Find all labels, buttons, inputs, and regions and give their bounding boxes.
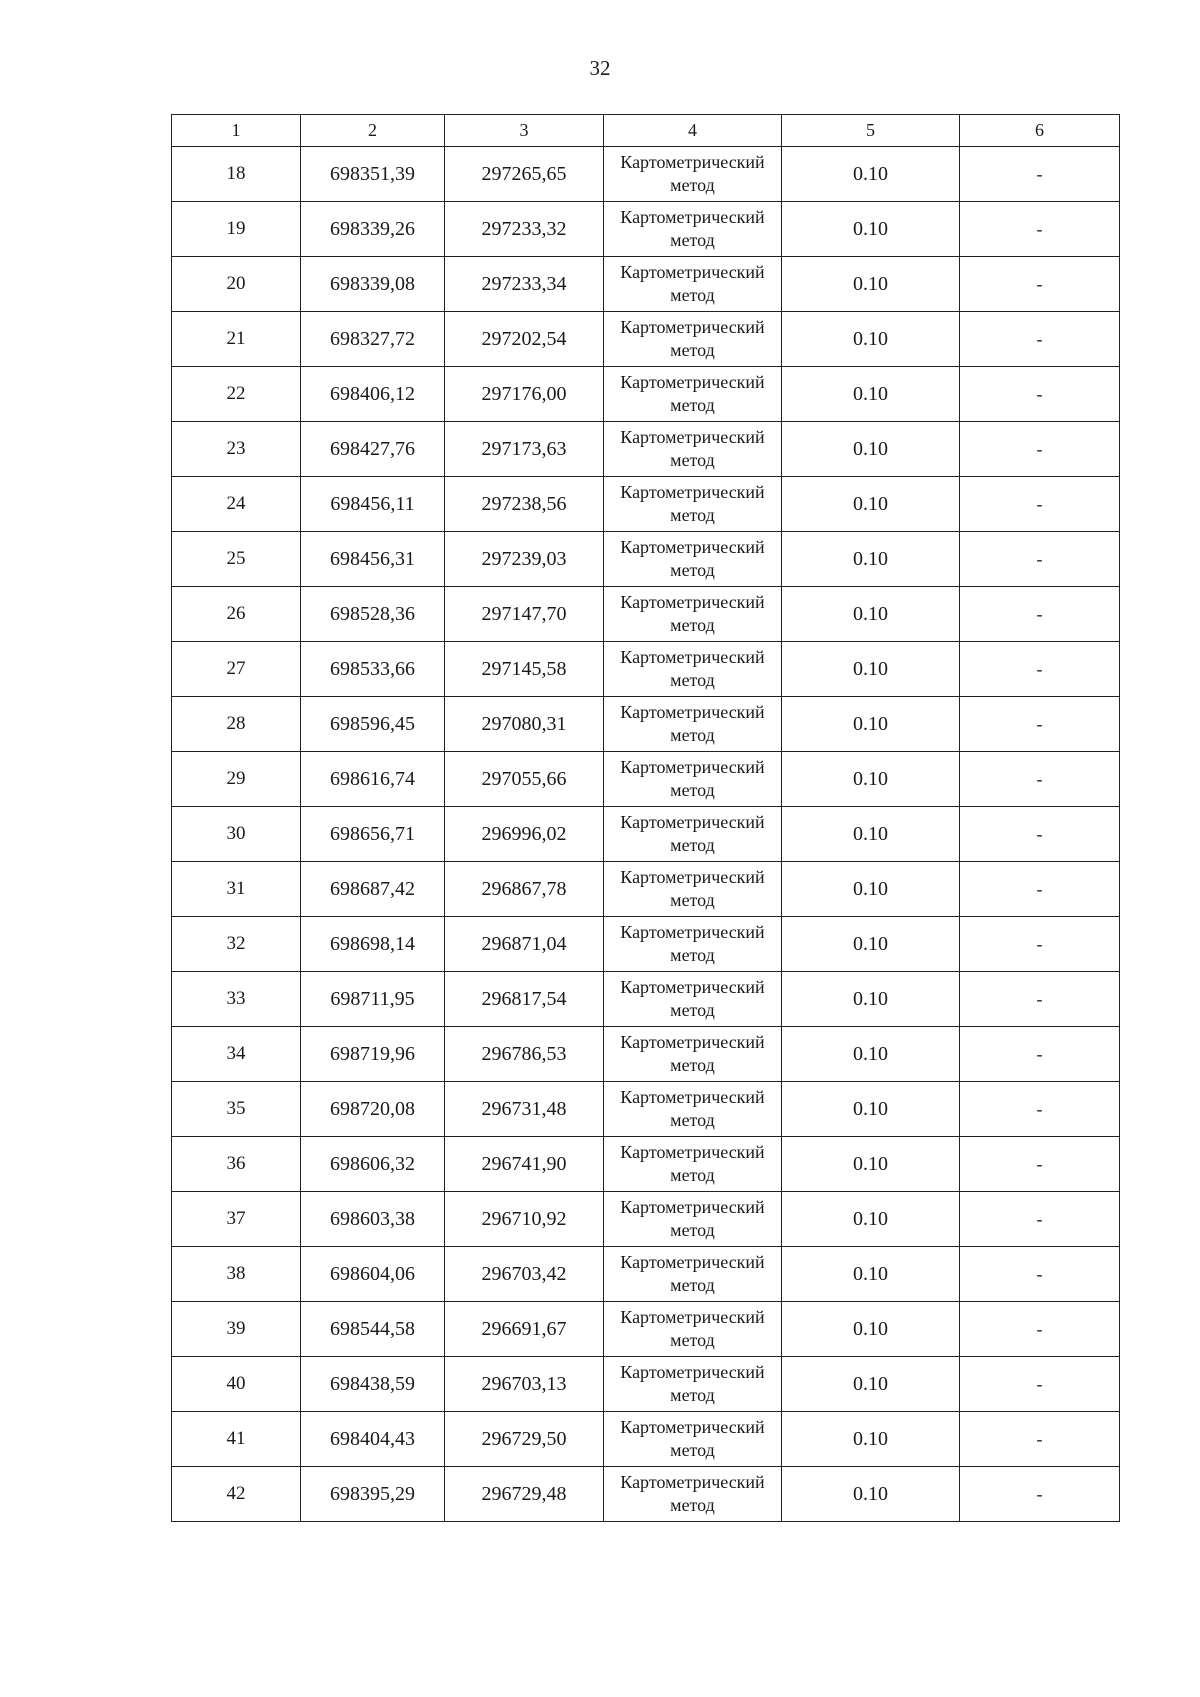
point-number-cell: 32	[172, 917, 301, 972]
y-coordinate-cell: 296703,42	[445, 1247, 604, 1302]
y-coordinate-cell: 297147,70	[445, 587, 604, 642]
x-coordinate-cell: 698427,76	[301, 422, 445, 477]
y-coordinate-cell: 297239,03	[445, 532, 604, 587]
table-row	[172, 1192, 1120, 1247]
accuracy-cell: 0.10	[782, 917, 960, 972]
x-coordinate-cell: 698339,08	[301, 257, 445, 312]
accuracy-cell: 0.10	[782, 862, 960, 917]
method-cell: Картометрический метод	[604, 422, 782, 477]
x-coordinate-cell: 698404,43	[301, 1412, 445, 1467]
method-cell: Картометрический метод	[604, 752, 782, 807]
point-number-cell: 22	[172, 367, 301, 422]
y-coordinate-cell: 297080,31	[445, 697, 604, 752]
y-coordinate-cell: 296996,02	[445, 807, 604, 862]
y-coordinate-cell: 296729,48	[445, 1467, 604, 1522]
point-number-cell: 20	[172, 257, 301, 312]
point-number-cell: 40	[172, 1357, 301, 1412]
note-cell: -	[960, 312, 1120, 367]
table-row	[172, 1027, 1120, 1082]
accuracy-cell: 0.10	[782, 202, 960, 257]
x-coordinate-cell: 698596,45	[301, 697, 445, 752]
point-number-cell: 29	[172, 752, 301, 807]
y-coordinate-cell: 296786,53	[445, 1027, 604, 1082]
x-coordinate-cell: 698711,95	[301, 972, 445, 1027]
method-cell: Картометрический метод	[604, 1302, 782, 1357]
method-cell: Картометрический метод	[604, 917, 782, 972]
note-cell: -	[960, 1082, 1120, 1137]
method-cell: Картометрический метод	[604, 312, 782, 367]
y-coordinate-cell: 296731,48	[445, 1082, 604, 1137]
note-cell: -	[960, 477, 1120, 532]
note-cell: -	[960, 587, 1120, 642]
column-header-6: 6	[960, 115, 1120, 147]
method-cell: Картометрический метод	[604, 1192, 782, 1247]
accuracy-cell: 0.10	[782, 257, 960, 312]
x-coordinate-cell: 698456,11	[301, 477, 445, 532]
point-number-cell: 33	[172, 972, 301, 1027]
method-cell: Картометрический метод	[604, 202, 782, 257]
table-row	[172, 587, 1120, 642]
note-cell: -	[960, 367, 1120, 422]
note-cell: -	[960, 642, 1120, 697]
note-cell: -	[960, 147, 1120, 202]
note-cell: -	[960, 807, 1120, 862]
accuracy-cell: 0.10	[782, 1027, 960, 1082]
method-cell: Картометрический метод	[604, 1357, 782, 1412]
method-cell: Картометрический метод	[604, 367, 782, 422]
method-cell: Картометрический метод	[604, 257, 782, 312]
note-cell: -	[960, 752, 1120, 807]
point-number-cell: 34	[172, 1027, 301, 1082]
x-coordinate-cell: 698604,06	[301, 1247, 445, 1302]
accuracy-cell: 0.10	[782, 1302, 960, 1357]
accuracy-cell: 0.10	[782, 1082, 960, 1137]
x-coordinate-cell: 698698,14	[301, 917, 445, 972]
accuracy-cell: 0.10	[782, 477, 960, 532]
x-coordinate-cell: 698719,96	[301, 1027, 445, 1082]
point-number-cell: 26	[172, 587, 301, 642]
y-coordinate-cell: 296691,67	[445, 1302, 604, 1357]
note-cell: -	[960, 1192, 1120, 1247]
point-number-cell: 27	[172, 642, 301, 697]
accuracy-cell: 0.10	[782, 752, 960, 807]
table-row	[172, 917, 1120, 972]
table-row	[172, 1137, 1120, 1192]
point-number-cell: 21	[172, 312, 301, 367]
column-header-1: 1	[172, 115, 301, 147]
point-number-cell: 37	[172, 1192, 301, 1247]
method-cell: Картометрический метод	[604, 1082, 782, 1137]
note-cell: -	[960, 972, 1120, 1027]
x-coordinate-cell: 698456,31	[301, 532, 445, 587]
note-cell: -	[960, 1247, 1120, 1302]
point-number-cell: 28	[172, 697, 301, 752]
y-coordinate-cell: 297145,58	[445, 642, 604, 697]
x-coordinate-cell: 698616,74	[301, 752, 445, 807]
point-number-cell: 39	[172, 1302, 301, 1357]
method-cell: Картометрический метод	[604, 972, 782, 1027]
table-row	[172, 257, 1120, 312]
point-number-cell: 30	[172, 807, 301, 862]
x-coordinate-cell: 698656,71	[301, 807, 445, 862]
x-coordinate-cell: 698544,58	[301, 1302, 445, 1357]
note-cell: -	[960, 917, 1120, 972]
table-row	[172, 1302, 1120, 1357]
accuracy-cell: 0.10	[782, 422, 960, 477]
method-cell: Картометрический метод	[604, 697, 782, 752]
accuracy-cell: 0.10	[782, 147, 960, 202]
accuracy-cell: 0.10	[782, 367, 960, 422]
x-coordinate-cell: 698438,59	[301, 1357, 445, 1412]
x-coordinate-cell: 698603,38	[301, 1192, 445, 1247]
coordinates-table	[171, 114, 1120, 1522]
x-coordinate-cell: 698339,26	[301, 202, 445, 257]
method-cell: Картометрический метод	[604, 807, 782, 862]
accuracy-cell: 0.10	[782, 312, 960, 367]
method-cell: Картометрический метод	[604, 1027, 782, 1082]
table-row	[172, 697, 1120, 752]
table-row	[172, 862, 1120, 917]
table-row	[172, 807, 1120, 862]
table-row	[172, 1247, 1120, 1302]
accuracy-cell: 0.10	[782, 1412, 960, 1467]
y-coordinate-cell: 297233,32	[445, 202, 604, 257]
method-cell: Картометрический метод	[604, 532, 782, 587]
method-cell: Картометрический метод	[604, 587, 782, 642]
accuracy-cell: 0.10	[782, 642, 960, 697]
accuracy-cell: 0.10	[782, 1357, 960, 1412]
y-coordinate-cell: 296741,90	[445, 1137, 604, 1192]
accuracy-cell: 0.10	[782, 697, 960, 752]
y-coordinate-cell: 297176,00	[445, 367, 604, 422]
note-cell: -	[960, 1302, 1120, 1357]
table-row	[172, 972, 1120, 1027]
point-number-cell: 31	[172, 862, 301, 917]
point-number-cell: 18	[172, 147, 301, 202]
accuracy-cell: 0.10	[782, 587, 960, 642]
table-row	[172, 1467, 1120, 1522]
column-header-4: 4	[604, 115, 782, 147]
method-cell: Картометрический метод	[604, 862, 782, 917]
table-header-row	[172, 115, 1120, 147]
point-number-cell: 36	[172, 1137, 301, 1192]
point-number-cell: 41	[172, 1412, 301, 1467]
y-coordinate-cell: 296710,92	[445, 1192, 604, 1247]
table-row	[172, 477, 1120, 532]
table-row	[172, 422, 1120, 477]
method-cell: Картометрический метод	[604, 477, 782, 532]
note-cell: -	[960, 862, 1120, 917]
note-cell: -	[960, 532, 1120, 587]
point-number-cell: 19	[172, 202, 301, 257]
point-number-cell: 42	[172, 1467, 301, 1522]
table-row	[172, 532, 1120, 587]
table-row	[172, 1082, 1120, 1137]
method-cell: Картометрический метод	[604, 147, 782, 202]
method-cell: Картометрический метод	[604, 1247, 782, 1302]
x-coordinate-cell: 698395,29	[301, 1467, 445, 1522]
x-coordinate-cell: 698327,72	[301, 312, 445, 367]
x-coordinate-cell: 698720,08	[301, 1082, 445, 1137]
method-cell: Картометрический метод	[604, 1412, 782, 1467]
y-coordinate-cell: 297202,54	[445, 312, 604, 367]
accuracy-cell: 0.10	[782, 972, 960, 1027]
y-coordinate-cell: 296871,04	[445, 917, 604, 972]
point-number-cell: 24	[172, 477, 301, 532]
note-cell: -	[960, 1357, 1120, 1412]
point-number-cell: 25	[172, 532, 301, 587]
note-cell: -	[960, 422, 1120, 477]
table-row	[172, 367, 1120, 422]
y-coordinate-cell: 296867,78	[445, 862, 604, 917]
page-number: 32	[589, 56, 611, 80]
point-number-cell: 35	[172, 1082, 301, 1137]
note-cell: -	[960, 1467, 1120, 1522]
table-row	[172, 642, 1120, 697]
accuracy-cell: 0.10	[782, 1137, 960, 1192]
x-coordinate-cell: 698528,36	[301, 587, 445, 642]
accuracy-cell: 0.10	[782, 807, 960, 862]
accuracy-cell: 0.10	[782, 1247, 960, 1302]
table-row	[172, 147, 1120, 202]
column-header-3: 3	[445, 115, 604, 147]
table-row	[172, 1412, 1120, 1467]
table-row	[172, 312, 1120, 367]
x-coordinate-cell: 698533,66	[301, 642, 445, 697]
method-cell: Картометрический метод	[604, 1467, 782, 1522]
y-coordinate-cell: 297238,56	[445, 477, 604, 532]
point-number-cell: 38	[172, 1247, 301, 1302]
table-row	[172, 202, 1120, 257]
method-cell: Картометрический метод	[604, 1137, 782, 1192]
x-coordinate-cell: 698687,42	[301, 862, 445, 917]
column-header-5: 5	[782, 115, 960, 147]
x-coordinate-cell: 698406,12	[301, 367, 445, 422]
note-cell: -	[960, 1137, 1120, 1192]
table-row	[172, 1357, 1120, 1412]
y-coordinate-cell: 297265,65	[445, 147, 604, 202]
column-header-2: 2	[301, 115, 445, 147]
note-cell: -	[960, 202, 1120, 257]
note-cell: -	[960, 697, 1120, 752]
x-coordinate-cell: 698351,39	[301, 147, 445, 202]
y-coordinate-cell: 297173,63	[445, 422, 604, 477]
y-coordinate-cell: 297233,34	[445, 257, 604, 312]
accuracy-cell: 0.10	[782, 1192, 960, 1247]
x-coordinate-cell: 698606,32	[301, 1137, 445, 1192]
accuracy-cell: 0.10	[782, 1467, 960, 1522]
y-coordinate-cell: 296703,13	[445, 1357, 604, 1412]
table-row	[172, 752, 1120, 807]
accuracy-cell: 0.10	[782, 532, 960, 587]
note-cell: -	[960, 1027, 1120, 1082]
note-cell: -	[960, 257, 1120, 312]
y-coordinate-cell: 296729,50	[445, 1412, 604, 1467]
y-coordinate-cell: 297055,66	[445, 752, 604, 807]
note-cell: -	[960, 1412, 1120, 1467]
point-number-cell: 23	[172, 422, 301, 477]
y-coordinate-cell: 296817,54	[445, 972, 604, 1027]
method-cell: Картометрический метод	[604, 642, 782, 697]
table-body	[172, 147, 1120, 1522]
